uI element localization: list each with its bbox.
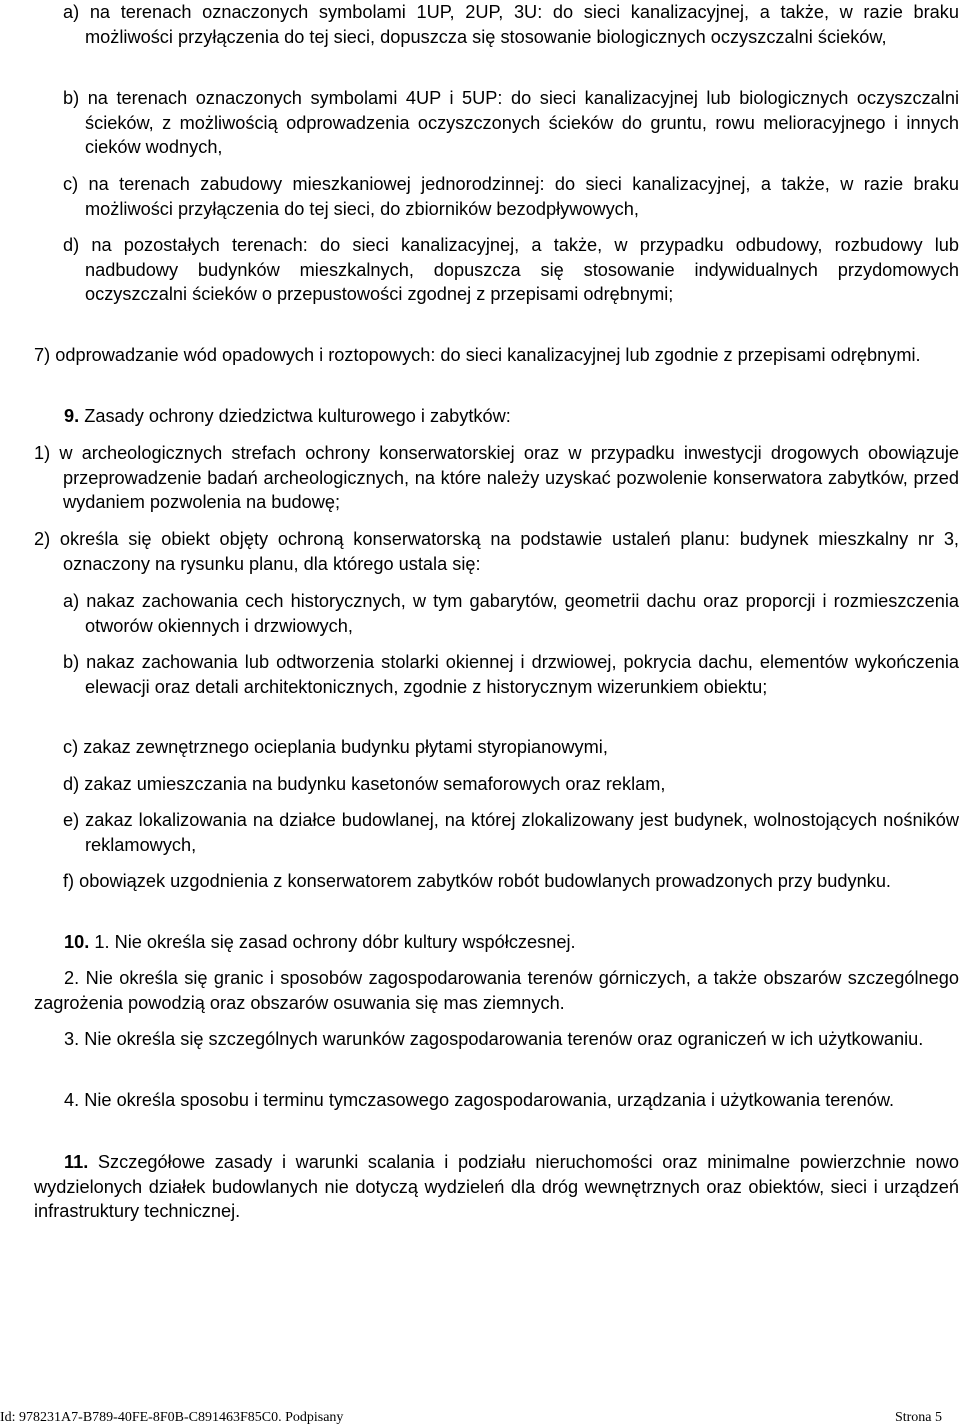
paragraph-10-3: 3. Nie określa się szczególnych warunków zagospodarowania terenów oraz ograniczeń w ich użytkowaniu. [64, 1029, 924, 1049]
section-10-heading [34, 930, 959, 955]
paragraph-a-sewage: a) na terenach oznaczonych symbolami 1UP, 2UP, 3U: do sieci kanalizacyjnej, a także, w razie braku możliwości przyłączenia do tej sieci, dopuszcza się stosowanie biologicznych oczyszczalni ścieków, [63, 2, 959, 47]
paragraph-b-historic: b) nakaz zachowania lub odtworzenia stolarki okiennej i drzwiowej, pokrycia dachu, elementów wykończenia elewacji oraz detali architektonicznych, zgodnie z historycznym wizerunkiem obiektu; [63, 652, 959, 697]
section-text: 1. Nie określa się zasad ochrony dóbr kultury współczesnej. [89, 932, 576, 952]
section-text: Zasady ochrony dziedzictwa kulturowego i zabytków: [79, 406, 511, 426]
section-9-heading [34, 404, 959, 429]
section-text: Szczegółowe zasady i warunki scalania i podziału nieruchomości oraz minimalne powierzchnie nowo wydzielonych działek budowlanych nie dotyczą wydzieleń dla dróg wewnętrznych oraz obiektów, sieci i urządzeń infrastruktury technicznej. [34, 1152, 959, 1221]
document-id: Id: 978231A7-B789-40FE-8F0B-C891463F85C0. Podpisany [0, 1410, 344, 1425]
paragraph-b-sewage: b) na terenach oznaczonych symbolami 4UP i 5UP: do sieci kanalizacyjnej lub biologicznych oczyszczalni ścieków, z możliwością odprowadzenia oczyszczonych ścieków do gruntu, rowu melioracyjnego i innych cieków wodnych, [63, 88, 959, 157]
paragraph-c-sewage: c) na terenach zabudowy mieszkaniowej jednorodzinnej: do sieci kanalizacyjnej, a także, w razie braku możliwości przyłączenia do tej sieci, do zbiorników bezodpływowych, [63, 174, 959, 219]
paragraph-a-historic: a) nakaz zachowania cech historycznych, w tym gabarytów, geometrii dachu oraz proporcji i rozmieszczenia otworów okiennych i drzwiowych, [63, 591, 959, 636]
section-number: 9. [64, 406, 80, 426]
paragraph-d-sewage: d) na pozostałych terenach: do sieci kanalizacyjnej, a także, w przypadku odbudowy, rozbudowy lub nadbudowy budynków mieszkalnych, dopuszcza się stosowanie indywidualnych przydomowych oczyszczalni ścieków o przepustowości zgodnej z przepisami odrębnymi; [63, 235, 959, 304]
paragraph-d-historic: d) zakaz umieszczania na budynku kasetonów semaforowych oraz reklam, [63, 774, 666, 794]
section-number: 10. [64, 932, 90, 952]
paragraph-1-archaeology: 1) w archeologicznych strefach ochrony konserwatorskiej oraz w przypadku inwestycji drogowych obowiązuje przeprowadzenie badań archeologicznych, na które należy uzyskać pozwolenie konserwatora zabytków, przed wydaniem pozwolenia na budowę; [34, 443, 959, 512]
paragraph-7-rainwater: 7) odprowadzanie wód opadowych i roztopowych: do sieci kanalizacyjnej lub zgodnie z przepisami odrębnymi. [34, 345, 921, 365]
paragraph-c-historic: c) zakaz zewnętrznego ocieplania budynku płytami styropianowymi, [63, 737, 608, 757]
paragraph-10-2: 2. Nie określa się granic i sposobów zagospodarowania terenów górniczych, a także obszarów szczególnego zagrożenia powodzią oraz obszarów osuwania się mas ziemnych. [34, 968, 959, 1013]
section-number: 11. [64, 1152, 89, 1172]
paragraph-10-4: 4. Nie określa sposobu i terminu tymczasowego zagospodarowania, urządzania i użytkowania terenów. [64, 1090, 894, 1110]
page-number: Strona 5 [894, 1410, 942, 1425]
paragraph-f-historic: f) obowiązek uzgodnienia z konserwatorem zabytków robót budowlanych prowadzonych przy budynku. [63, 871, 891, 891]
section-11-paragraph [34, 1150, 959, 1224]
paragraph-2-protected-building: 2) określa się obiekt objęty ochroną konserwatorską na podstawie ustaleń planu: budynek mieszkalny nr 3, oznaczony na rysunku planu, dla którego ustala się: [34, 529, 959, 574]
paragraph-e-historic: e) zakaz lokalizowania na działce budowlanej, na której zlokalizowany jest budynek, wolnostojących nośników reklamowych, [63, 810, 959, 855]
page-footer [0, 1408, 960, 1428]
